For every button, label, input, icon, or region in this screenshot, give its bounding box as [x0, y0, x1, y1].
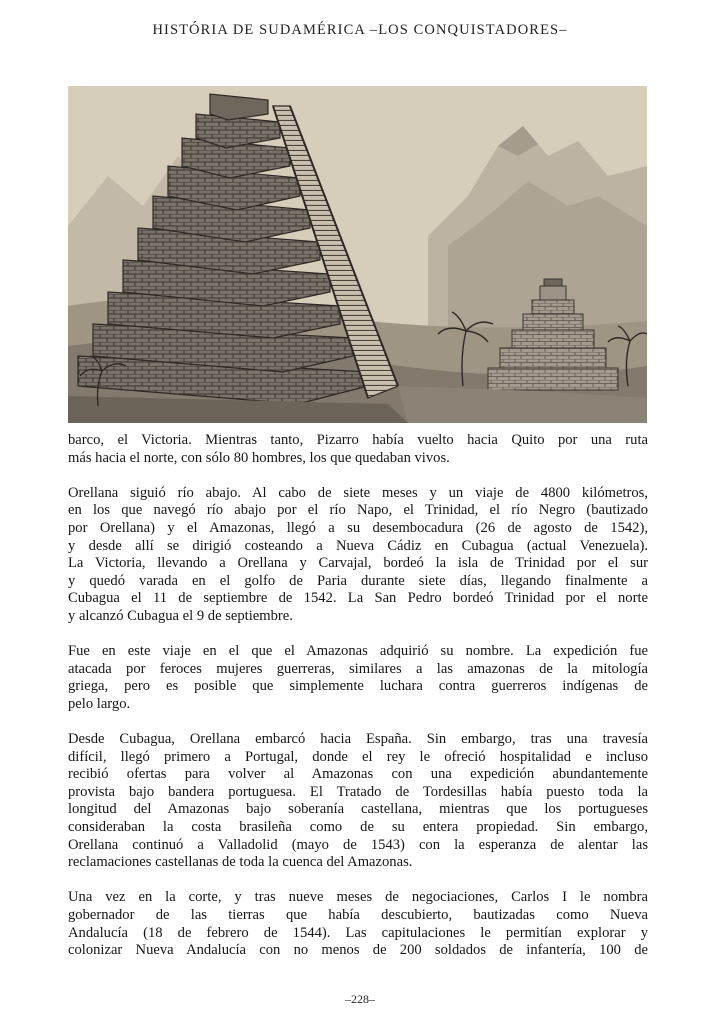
- text-line: Cubagua el 11 de septiembre de 1542. La San Pedro bordeó Trinidad por el norte: [68, 590, 648, 607]
- text-line: atacada por feroces mujeres guerreras, similares a las amazonas de la mitología: [68, 660, 648, 677]
- running-header: HISTÓRIA DE SUDAMÉRICA –LOS CONQUISTADORES–: [152, 22, 568, 38]
- text-line: por Orellana) y el Amazonas, llegó a su desembocadura (26 de agosto de 1542),: [68, 519, 648, 536]
- text-line: Orellana continuó a Valladolid (mayo de 1543) con la esperanza de alentar las: [68, 836, 648, 853]
- text-line: Una vez en la corte, y tras nueve meses de negociaciones, Carlos I le nombra: [68, 889, 648, 906]
- text-line: en los que navegó río abajo por el río Napo, el Trinidad, el río Negro (bautizado: [68, 502, 648, 519]
- text-line: y alcanzó Cubagua el 9 de septiembre.: [68, 607, 293, 624]
- text-line: La Victoria, llevando a Orellana y Carvajal, bordeó la isla de Trinidad por el sur: [68, 555, 648, 572]
- text-line: barco, el Victoria. Mientras tanto, Pizarro había vuelto hacia Quito por una ruta: [68, 432, 648, 448]
- stepped-pyramid-engraving-icon: [68, 86, 647, 423]
- text-line: Fue en este viaje en el que el Amazonas adquirió su nombre. La expedición fue: [68, 643, 648, 660]
- text-line: reclamaciones castellanas de toda la cuenca del Amazonas.: [68, 854, 413, 871]
- text-line: griega, pero es posible que simplemente luchara contra guerreros indígenas de: [68, 678, 648, 695]
- text-line: y quedó varada en el golfo de Paria durante siete días, llegando finalmente a: [68, 572, 648, 589]
- text-line: difícil, llegó primero a Portugal, donde el rey le ofreció hospitalidad e incluso: [68, 748, 648, 765]
- text-line: Desde Cubagua, Orellana embarcó hacia España. Sin embargo, tras una travesía: [68, 731, 648, 748]
- text-line: gobernador de las tierras que había descubierto, bautizadas como Nueva: [68, 907, 648, 924]
- paragraph-1: [68, 432, 648, 467]
- text-line: pelo largo.: [68, 695, 131, 712]
- paragraph-3: [68, 643, 648, 713]
- text-line: colonizar Nueva Andalucía con no menos de 200 soldados de infantería, 100 de: [68, 942, 648, 959]
- paragraph-4: [68, 731, 648, 872]
- pyramid-illustration: [68, 86, 647, 423]
- text-line: provista bajo bandera portuguesa. El Tratado de Tordesillas había puesto toda la: [68, 783, 648, 800]
- text-line: longitud del Amazonas bajo soberanía castellana, mientras que los portugueses: [68, 801, 648, 818]
- text-line: Orellana siguió río abajo. Al cabo de siete meses y un viaje de 4800 kilómetros,: [68, 484, 648, 501]
- text-line: Andalucía (18 de febrero de 1544). Las capitulaciones le permitían explorar y: [68, 924, 648, 941]
- text-line: consideraban la costa brasileña como de su entera propiedad. Sin embargo,: [68, 819, 648, 836]
- text-line: recibió ofertas para volver al Amazonas con una expedición abundantemente: [68, 766, 648, 783]
- text-line: y desde allí se dirigió costeando a Nueva Cádiz en Cubagua (actual Venezuela).: [68, 537, 648, 554]
- paragraph-2: [68, 485, 648, 626]
- body-text: [68, 432, 648, 977]
- paragraph-5: [68, 889, 648, 959]
- text-line: más hacia el norte, con sólo 80 hombres, los que quedaban vivos.: [68, 449, 450, 466]
- page-number: –228–: [345, 992, 375, 1006]
